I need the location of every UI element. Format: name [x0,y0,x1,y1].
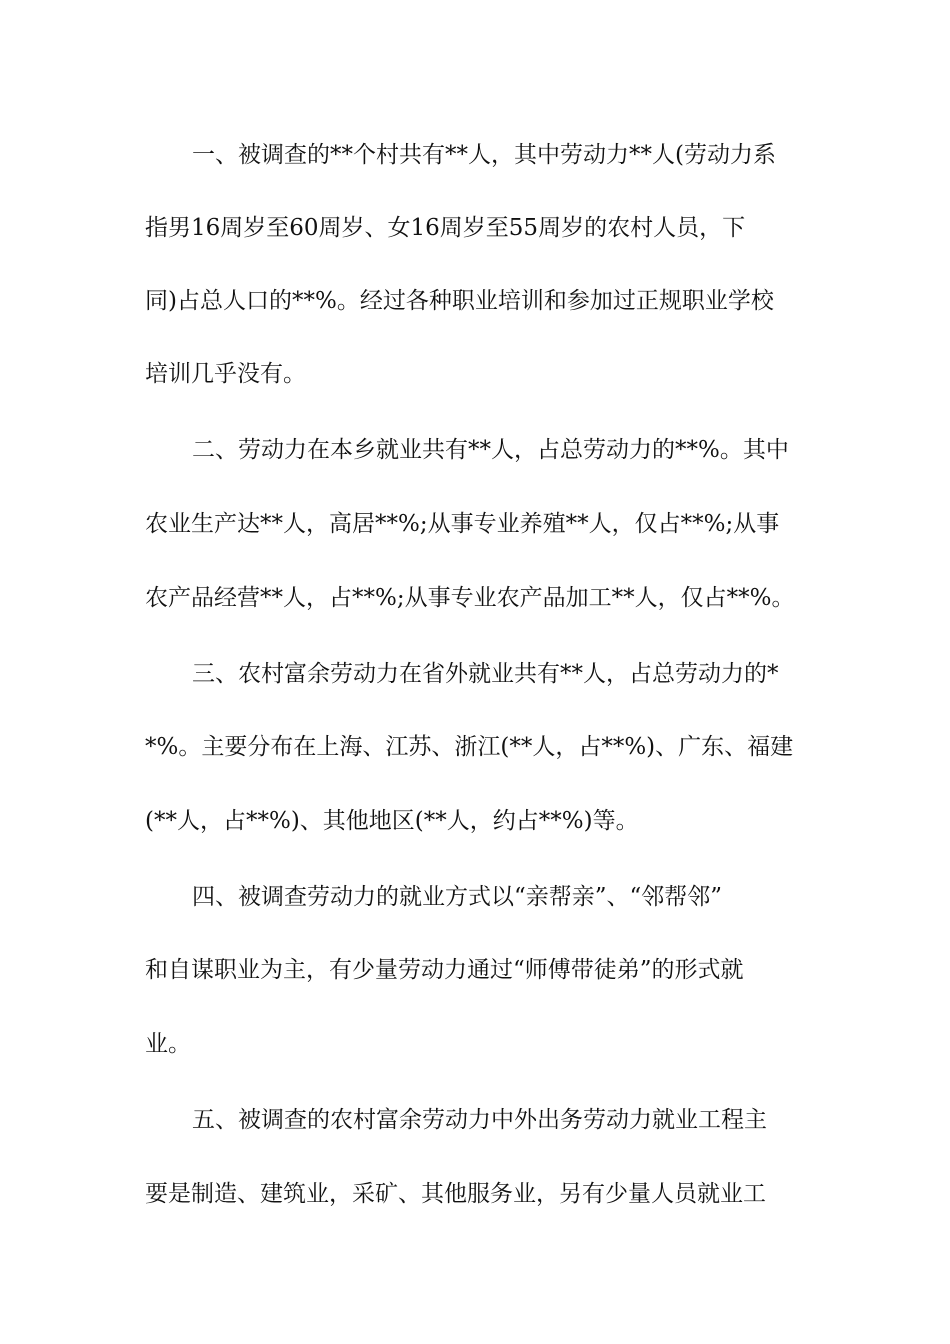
text-line: 业。 [145,1031,191,1057]
text-line: 和自谋职业为主，有少量劳动力通过“师傅带徒弟”的形式就 [145,957,744,983]
text-line: 同)占总人口的**%。经过各种职业培训和参加过正规职业学校 [145,288,774,314]
text-line: 一、被调查的**个村共有**人，其中劳动力**人(劳动力系 [192,142,776,168]
text-line: 二、劳动力在本乡就业共有**人，占总劳动力的**%。其中 [192,437,789,463]
text-line: 农业生产达**人，高居**%;从事专业养殖**人，仅占**%;从事 [145,511,780,537]
text-line: 农产品经营**人，占**%;从事专业农产品加工**人，仅占**%。 [145,585,795,611]
text-line: 五、被调查的农村富余劳动力中外出务劳动力就业工程主 [192,1107,767,1133]
text-line: 三、农村富余劳动力在省外就业共有**人，占总劳动力的* [192,661,779,687]
text-line: 指男16周岁至60周岁、女16周岁至55周岁的农村人员，下 [145,215,746,241]
text-line: 要是制造、建筑业，采矿、其他服务业，另有少量人员就业工 [145,1181,766,1207]
text-line: *%。主要分布在上海、江苏、浙江(**人，占**%)、广东、福建 [145,734,794,760]
text-line: 四、被调查劳动力的就业方式以“亲帮亲”、“邻帮邻” [192,884,723,910]
text-line: (**人，占**%)、其他地区(**人，约占**%)等。 [145,808,639,834]
text-line: 培训几乎没有。 [145,361,306,387]
